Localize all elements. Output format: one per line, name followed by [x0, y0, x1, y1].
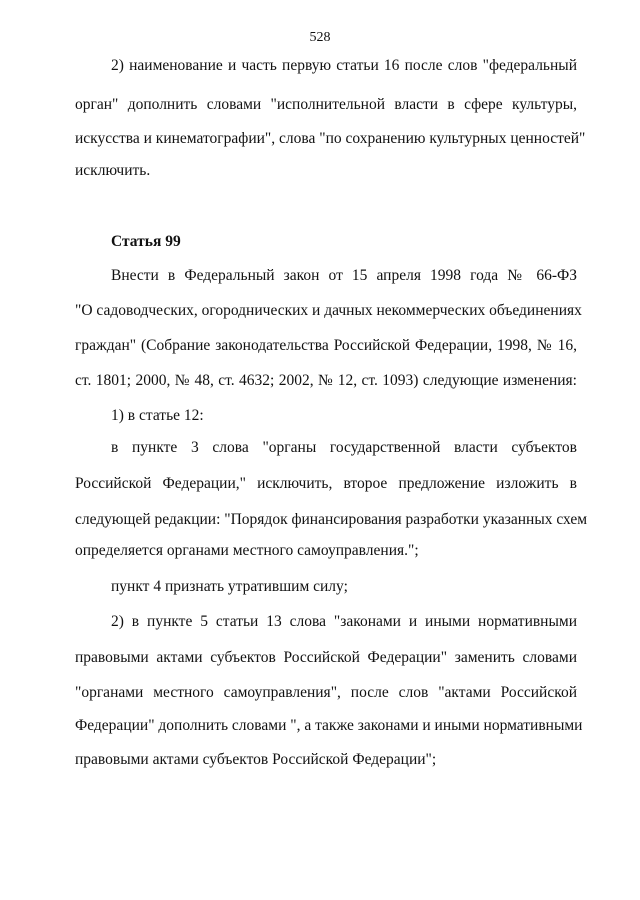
para4-line5: правовыми актами субъектов Российской Федерации";	[75, 751, 437, 768]
item-point-4: пункт 4 признать утратившим силу;	[111, 578, 348, 595]
para1-line4: исключить.	[75, 162, 151, 179]
para3-line2: Российской Федерации," исключить, второе предложение изложить в	[75, 475, 577, 492]
para2-line1: Внести в Федеральный закон от 15 апреля 1998 года № 66-ФЗ	[111, 267, 577, 284]
para4-line3: "органами местного самоуправления", после слов "актами Российской	[75, 684, 577, 701]
para4-line4: Федерации" дополнить словами ", а также законами и иными нормативными	[75, 717, 583, 734]
para1-line1: 2) наименование и часть первую статьи 16 после слов "федеральный	[111, 57, 577, 74]
article-heading: Статья 99	[111, 233, 181, 250]
para1-line2: орган" дополнить словами "исполнительной власти в сфере культуры,	[75, 96, 577, 113]
para4-line2: правовыми актами субъектов Российской Федерации" заменить словами	[75, 649, 577, 666]
para1-line3: искусства и кинематографии", слова "по сохранению культурных ценностей"	[75, 130, 586, 147]
para2-line3: граждан" (Собрание законодательства Российской Федерации, 1998, № 16,	[75, 337, 577, 354]
para4-line1: 2) в пункте 5 статьи 13 слова "законами и иными нормативными	[111, 613, 577, 630]
para3-line4: определяется органами местного самоуправления.";	[75, 542, 419, 559]
para2-line2: "О садоводческих, огороднических и дачных некоммерческих объединениях	[75, 302, 582, 319]
para3-line1: в пункте 3 слова "органы государственной власти субъектов	[111, 439, 577, 456]
page-number: 528	[309, 30, 331, 45]
para3-line3: следующей редакции: "Порядок финансирования разработки указанных схем	[75, 511, 588, 528]
item-1: 1) в статье 12:	[111, 407, 204, 424]
para2-line4: ст. 1801; 2000, № 48, ст. 4632; 2002, № 12, ст. 1093) следующие изменения:	[75, 372, 577, 389]
